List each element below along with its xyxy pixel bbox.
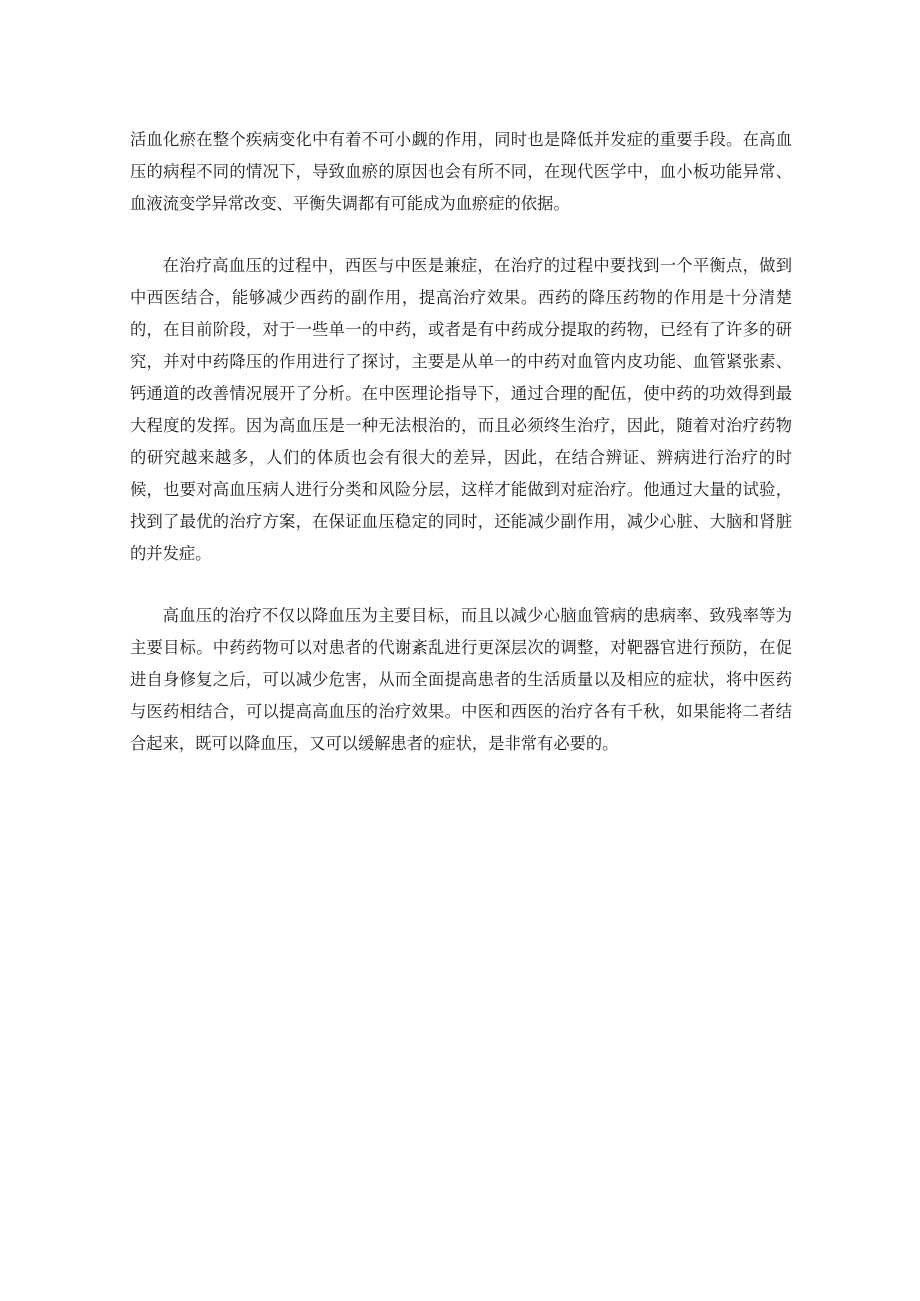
body-text — [130, 124, 792, 790]
paragraph-1: 活血化瘀在整个疾病变化中有着不可小觑的作用，同时也是降低并发症的重要手段。在高血压的病程不同的情况下，导致血瘀的原因也会有所不同，在现代医学中，血小板功能异常、血液流变学异常改变、平衡失调都有可能成为血瘀症的依据。 — [130, 130, 792, 213]
paragraph-3: 高血压的治疗不仅以降血压为主要目标，而且以减少心脑血管病的患病率、致残率等为主要目标。中药药物可以对患者的代谢紊乱进行更深层次的调整，对靶器官进行预防，在促进自身修复之后，可以减少危害，从而全面提高患者的生活质量以及相应的症状，将中医药与医药相结合，可以提高高血压的治疗效果。中医和西医的治疗各有千秋，如果能将二者结合起来，既可以降血压，又可以缓解患者的症状，是非常有必要的。 — [130, 606, 792, 753]
paragraph-2: 在治疗高血压的过程中，西医与中医是兼症，在治疗的过程中要找到一个平衡点，做到中西医结合，能够减少西药的副作用，提高治疗效果。西药的降压药物的作用是十分清楚的，在目前阶段，对于一些单一的中药，或者是有中药成分提取的药物，已经有了许多的研究，并对中药降压的作用进行了探讨，主要是从单一的中药对血管内皮功能、血管紧张素、钙通道的改善情况展开了分析。在中医理论指导下，通过合理的配伍，使中药的功效得到最大程度的发挥。因为高血压是一种无法根治的，而且必须终生治疗，因此，随着对治疗药物的研究越来越多，人们的体质也会有很大的差异，因此，在结合辨证、辨病进行治疗的时候，也要对高血压病人进行分类和风险分层，这样才能做到对症治疗。他通过大量的试验，找到了最优的治疗方案，在保证血压稳定的同时，还能减少副作用，减少心脏、大脑和肾脏的并发症。 — [130, 256, 792, 563]
